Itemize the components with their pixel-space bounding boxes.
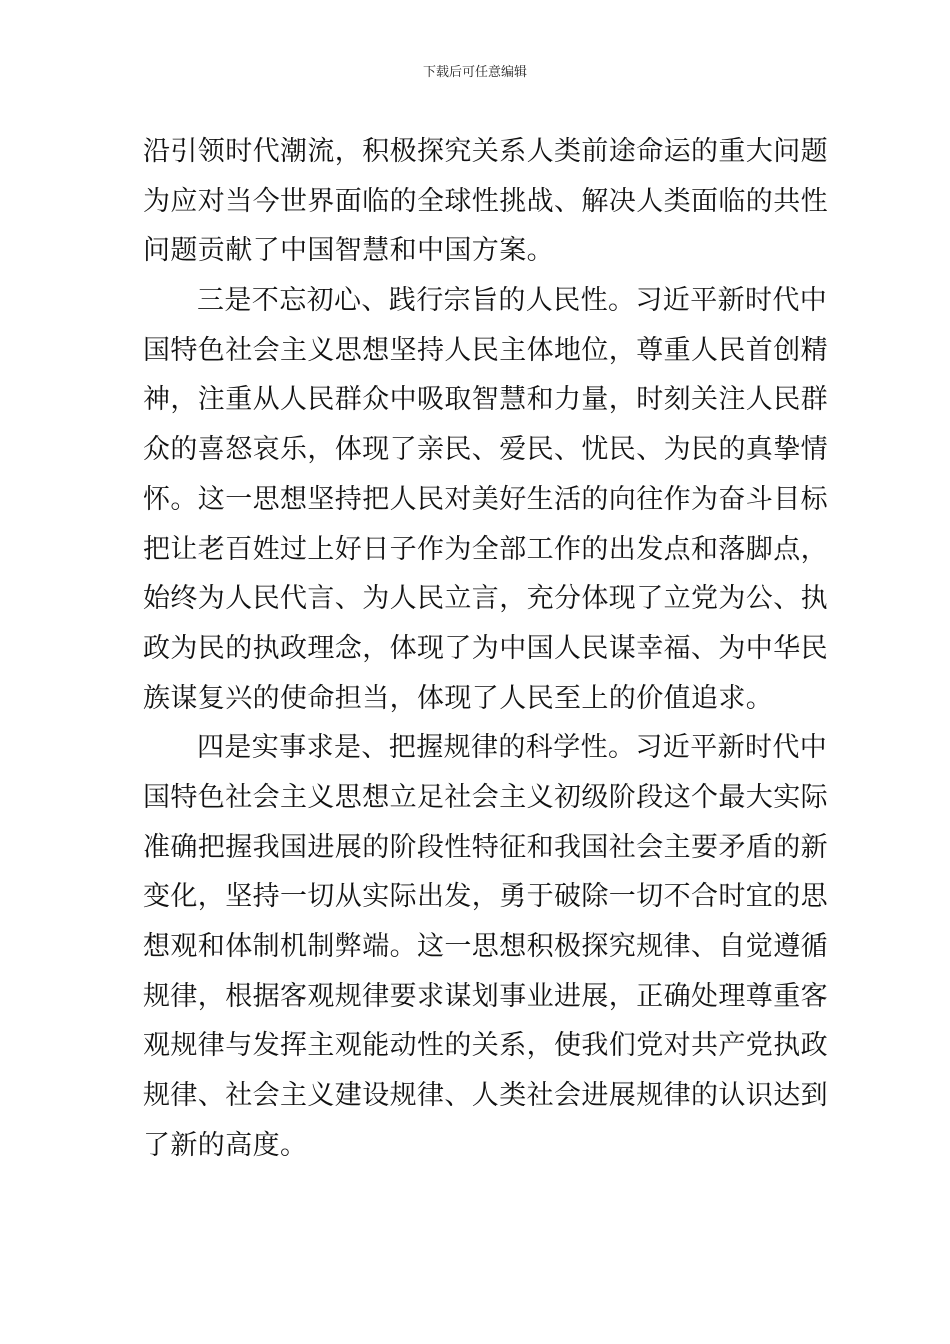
text-line-11: 政为民的执政理念，体现了为中国人民谋幸福、为中华民	[143, 632, 828, 664]
text-line-19: 观规律与发挥主观能动性的关系，使我们党对共产党执政	[143, 1030, 828, 1062]
text-line-1: 沿引领时代潮流，积极探究关系人类前途命运的重大问题	[143, 136, 828, 167]
text-line-18: 规律，根据客观规律要求谋划事业进展，正确处理尊重客	[143, 980, 828, 1012]
paragraph-start-4: 四是实事求是、把握规律的科学性。习近平新时代中	[197, 732, 828, 764]
text-line-5: 国特色社会主义思想坚持人民主体地位，尊重人民首创精	[143, 334, 828, 366]
text-line-6: 神，注重从人民群众中吸取智慧和力量，时刻关注人民群	[143, 384, 828, 416]
text-line-17: 想观和体制机制弊端。这一思想积极探究规律、自觉遵循	[143, 931, 828, 962]
text-line-9: 把让老百姓过上好日子作为全部工作的出发点和落脚点，	[143, 533, 828, 565]
text-line-7: 众的喜怒哀乐，体现了亲民、爱民、忧民、为民的真挚情	[143, 434, 828, 466]
text-line-2: 为应对当今世界面临的全球性挑战、解决人类面临的共性	[143, 185, 828, 217]
page-header: 下载后可任意编辑	[422, 65, 527, 80]
text-line-14: 国特色社会主义思想立足社会主义初级阶段这个最大实际	[143, 781, 828, 813]
text-line-8: 怀。这一思想坚持把人民对美好生活的向往作为奋斗目标	[143, 483, 828, 515]
text-line-20: 规律、社会主义建设规律、人类社会进展规律的认识达到	[143, 1080, 828, 1112]
text-line-15: 准确把握我国进展的阶段性特征和我国社会主要矛盾的新	[143, 831, 828, 863]
document-body	[143, 127, 828, 1170]
text-line-12: 族谋复兴的使命担当，体现了人民至上的价值追求。	[143, 682, 774, 714]
text-line-10: 始终为人民代言、为人民立言，充分体现了立党为公、执	[143, 583, 828, 615]
text-line-21: 了新的高度。	[143, 1129, 308, 1161]
paragraph-start-3: 三是不忘初心、践行宗旨的人民性。习近平新时代中	[197, 285, 828, 317]
text-line-3: 问题贡献了中国智慧和中国方案。	[143, 235, 554, 267]
text-line-16: 变化，坚持一切从实际出发，勇于破除一切不合时宜的思	[143, 881, 828, 913]
